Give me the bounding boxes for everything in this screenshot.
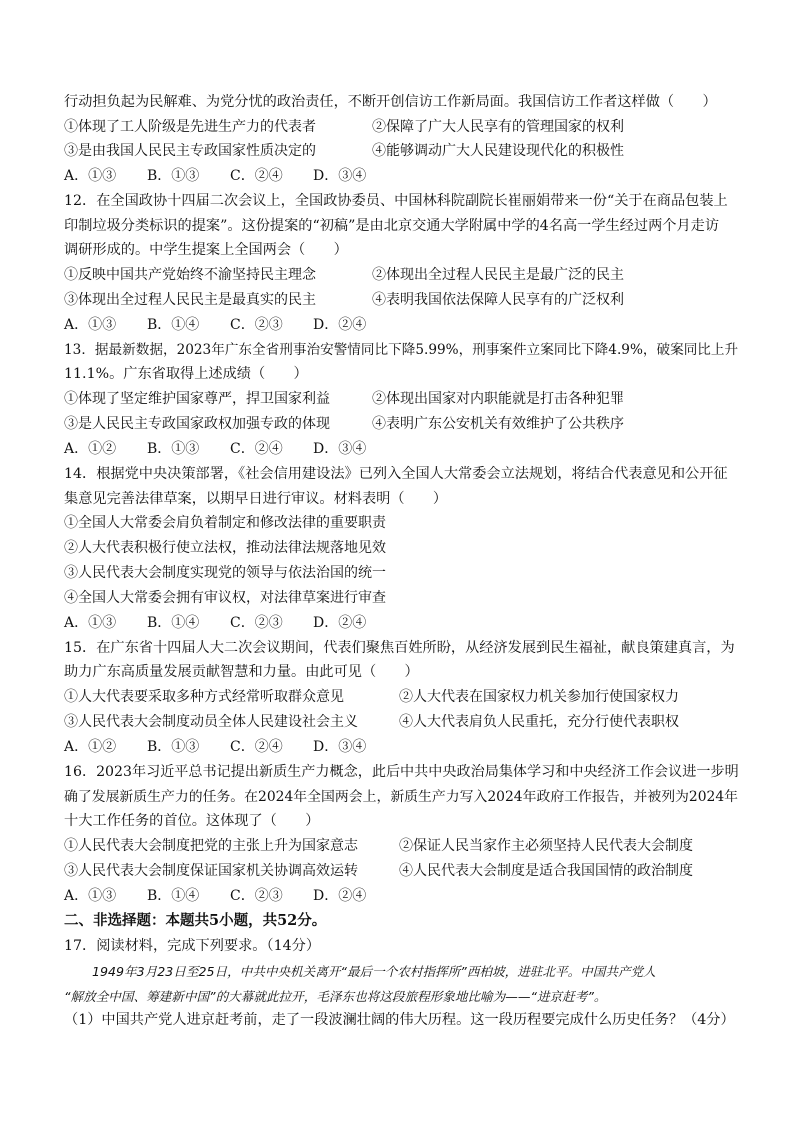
answer-c: C．②④: [230, 739, 283, 755]
answer-d: D．③④: [313, 441, 367, 457]
answer-b: B．①③: [147, 739, 200, 755]
q16-stem-3: 十大工作任务的首位。这体现了（ ）: [64, 813, 320, 829]
answer-b: B．①④: [147, 615, 200, 631]
answer-a: A．①③: [64, 317, 117, 333]
q16-stem-1: 16．2023年习近平总书记提出新质生产力概念，此后中共中央政治局集体学习和中央经济工作会议进一步明: [64, 764, 739, 780]
q15-option-4: ④人大代表肩负人民重托，充分行使代表职权: [399, 714, 679, 730]
q11-stem-tail: 行动担负起为民解难、为党分忧的政治责任，不断开创信访工作新局面。我国信访工作者这样做（ ）: [64, 94, 717, 110]
q13-stem-1: 13．据最新数据，2023年广东全省刑事治安警情同比下降5.99%，刑事案件立案同比下降4.9%，破案同比上升: [64, 342, 739, 358]
answer-d: D．②④: [313, 615, 367, 631]
section-2-heading: 二、非选择题：本题共5小题，共52分。: [64, 912, 327, 929]
q13-option-3: ③是人民民主专政国家政权加强专政的体现: [64, 416, 330, 432]
answer-a: A．①③: [64, 615, 117, 631]
q13-option-2: ②体现出国家对内职能就是打击各种犯罪: [372, 391, 624, 407]
answer-b: B．①③: [147, 168, 200, 184]
q14-option-1: ①全国人大常委会肩负着制定和修改法律的重要职责: [64, 515, 386, 531]
q12-stem-2: 印制垃圾分类标识的提案”。这份提案的“初稿”是由北京交通大学附属中学的4名高一学生经过两个月走访: [64, 218, 720, 234]
q12-answers: [64, 315, 396, 335]
q11-option-1: ①体现了工人阶级是先进生产力的代表者: [64, 119, 316, 135]
q13-answers: [64, 439, 396, 459]
q17-material-2: “解放全中国、筹建新中国”的大幕就此拉开，毛泽东也将这段旅程形象地比喻为——“进京赶考”。: [64, 989, 607, 1004]
q14-option-3: ③人民代表大会制度实现党的领导与依法治国的统一: [64, 565, 386, 581]
answer-c: C．②③: [230, 317, 283, 333]
q12-option-2: ②体现出全过程人民民主是最广泛的民主: [372, 267, 624, 283]
q11-answers: [64, 166, 396, 186]
q15-stem-2: 助力广东高质量发展贡献智慧和力量。由此可见（ ）: [64, 664, 419, 680]
q17-material-1: 1949年3月23日至25日，中共中央机关离开“最后一个农村指挥所”西柏坡，进驻北平。中国共产党人: [92, 964, 656, 979]
q12-stem-1: 12．在全国政协十四届二次会议上，全国政协委员、中国林科院副院长崔丽娟带来一份“关于在商品包装上: [64, 193, 728, 209]
q11-option-4: ④能够调动广大人民建设现代化的积极性: [372, 143, 624, 159]
q15-option-2: ②人大代表在国家权力机关参加行使国家权力: [399, 689, 679, 705]
answer-a: A．①③: [64, 168, 117, 184]
answer-a: A．①③: [64, 888, 117, 904]
answer-c: C．②③: [230, 888, 283, 904]
q16-option-2: ②保证人民当家作主必须坚持人民代表大会制度: [399, 838, 693, 854]
q14-option-4: ④全国人大常委会拥有审议权，对法律草案进行审查: [64, 590, 386, 606]
q12-option-4: ④表明我国依法保障人民享有的广泛权利: [372, 292, 624, 308]
answer-a: A．①②: [64, 441, 117, 457]
answer-d: D．③④: [313, 739, 367, 755]
q16-option-4: ④人民代表大会制度是适合我国国情的政治制度: [399, 863, 693, 879]
answer-c: C．②④: [230, 441, 283, 457]
q11-option-3: ③是由我国人民民主专政国家性质决定的: [64, 143, 316, 159]
answer-d: D．②④: [313, 317, 367, 333]
q12-option-3: ③体现出全过程人民民主是最真实的民主: [64, 292, 316, 308]
q15-option-3: ③人民代表大会制度动员全体人民建设社会主义: [64, 714, 358, 730]
q16-option-3: ③人民代表大会制度保证国家机关协调高效运转: [64, 863, 358, 879]
answer-a: A．①②: [64, 739, 117, 755]
q16-stem-2: 确了发展新质生产力的任务。在2024年全国两会上，新质生产力写入2024年政府工作报告，并被列为2024年: [64, 789, 739, 805]
q16-option-1: ①人民代表大会制度把党的主张上升为国家意志: [64, 838, 358, 854]
answer-b: B．①④: [147, 317, 200, 333]
q14-stem-2: 集意见完善法律草案，以期早日进行审议。材料表明（ ）: [64, 491, 448, 507]
q17-subquestion-1: （1）中国共产党人进京赶考前，走了一段波澜壮阔的伟大历程。这一段历程要完成什么历史任务？（4分）: [64, 1012, 735, 1028]
q13-option-1: ①体现了坚定维护国家尊严，捍卫国家利益: [64, 391, 330, 407]
q12-stem-3: 调研形成的。中学生提案上全国两会（ ）: [64, 242, 348, 258]
answer-c: C．②③: [230, 615, 283, 631]
q12-option-1: ①反映中国共产党始终不渝坚持民主理念: [64, 267, 316, 283]
q16-answers: [64, 886, 396, 906]
q14-stem-1: 14．根据党中央决策部署，《社会信用建设法》已列入全国人大常委会立法规划，将结合代表意见和公开征: [64, 466, 728, 482]
q15-stem-1: 15．在广东省十四届人大二次会议期间，代表们聚焦百姓所盼，从经济发展到民生福祉，献良策建真言，为: [64, 640, 735, 656]
answer-c: C．②④: [230, 168, 283, 184]
q11-option-2: ②保障了广大人民享有的管理国家的权利: [372, 119, 624, 135]
q15-answers: [64, 737, 396, 757]
q13-stem-2: 11.1%。广东省取得上述成绩（ ）: [64, 366, 308, 382]
q14-answers: [64, 613, 396, 633]
answer-b: B．①③: [147, 441, 200, 457]
q17-stem: 17．阅读材料，完成下列要求。（14分）: [64, 938, 321, 954]
answer-b: B．①④: [147, 888, 200, 904]
answer-d: D．②④: [313, 888, 367, 904]
q13-option-4: ④表明广东公安机关有效维护了公共秩序: [372, 416, 624, 432]
q14-option-2: ②人大代表积极行使立法权，推动法律法规落地见效: [64, 540, 386, 556]
q15-option-1: ①人大代表要采取多种方式经常听取群众意见: [64, 689, 344, 705]
answer-d: D．③④: [313, 168, 367, 184]
